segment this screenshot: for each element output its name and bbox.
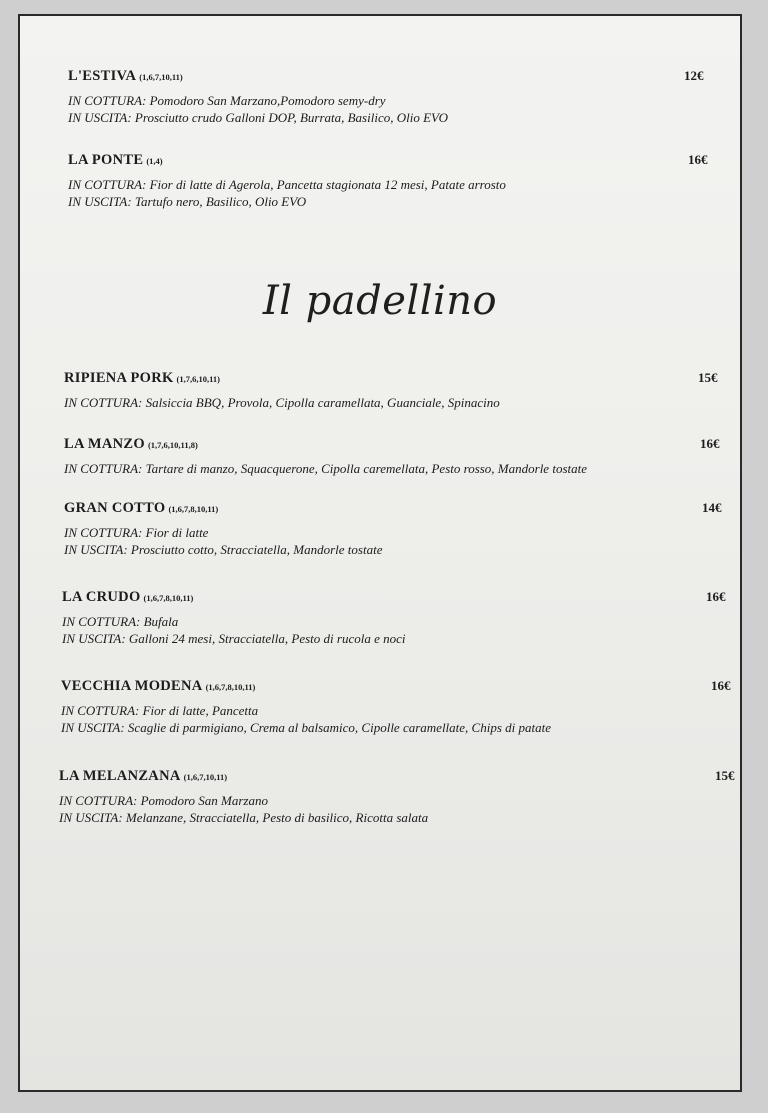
item-description <box>64 394 500 411</box>
item-description <box>68 92 448 126</box>
item-price: 15€ <box>698 370 718 385</box>
item-allergens: (1,7,6,10,11,8) <box>147 440 198 450</box>
item-allergens: (1,7,6,10,11) <box>176 374 220 384</box>
item-name: GRAN COTTO (1,6,7,8,10,11) <box>64 500 219 516</box>
item-price: 16€ <box>706 589 726 604</box>
description-line: IN COTTURA: Fior di latte, Pancetta <box>61 703 259 718</box>
item-price: 16€ <box>700 436 720 451</box>
section-title: Il padellino <box>262 278 498 324</box>
item-allergens: (1,6,7,8,10,11) <box>143 593 194 603</box>
item-allergens: (1,4) <box>146 156 163 166</box>
description-line: IN USCITA: Prosciutto cotto, Stracciatella, Mandorle tostate <box>64 542 383 557</box>
item-name: L'ESTIVA (1,6,7,10,11) <box>68 68 183 84</box>
description-line: IN COTTURA: Salsiccia BBQ, Provola, Cipolla caramellata, Guanciale, Spinacino <box>64 395 500 410</box>
description-line: IN COTTURA: Pomodoro San Marzano <box>59 793 268 808</box>
item-price: 14€ <box>702 500 722 515</box>
item-name: LA MELANZANA (1,6,7,10,11) <box>59 768 228 784</box>
description-line: IN COTTURA: Bufala <box>62 614 179 629</box>
item-allergens: (1,6,7,8,10,11) <box>205 682 256 692</box>
item-price: 16€ <box>711 678 731 693</box>
item-name: LA CRUDO (1,6,7,8,10,11) <box>62 589 194 605</box>
item-description <box>64 460 587 477</box>
item-name: VECCHIA MODENA (1,6,7,8,10,11) <box>61 678 256 694</box>
description-line: IN USCITA: Scaglie di parmigiano, Crema al balsamico, Cipolle caramellate, Chips di patate <box>61 720 551 735</box>
item-allergens: (1,6,7,10,11) <box>139 72 183 82</box>
item-description <box>64 524 382 558</box>
item-name: LA PONTE (1,4) <box>68 152 163 168</box>
item-price: 15€ <box>715 768 735 783</box>
item-allergens: (1,6,7,10,11) <box>183 772 228 782</box>
item-description <box>59 792 428 826</box>
item-name: LA MANZO (1,7,6,10,11,8) <box>64 436 198 452</box>
item-description <box>61 702 551 736</box>
description-line: IN USCITA: Tartufo nero, Basilico, Olio EVO <box>68 194 307 209</box>
item-price: 16€ <box>688 152 708 167</box>
item-price: 12€ <box>684 68 704 83</box>
description-line: IN COTTURA: Pomodoro San Marzano,Pomodoro semy-dry <box>68 93 386 108</box>
description-line: IN USCITA: Melanzane, Stracciatella, Pesto di basilico, Ricotta salata <box>59 810 429 825</box>
item-allergens: (1,6,7,8,10,11) <box>168 504 219 514</box>
item-name: RIPIENA PORK (1,7,6,10,11) <box>64 370 220 386</box>
description-line: IN COTTURA: Tartare di manzo, Squacquerone, Cipolla caremellata, Pesto rosso, Mandorle tostate <box>64 461 587 476</box>
item-description <box>68 176 506 210</box>
description-line: IN USCITA: Galloni 24 mesi, Stracciatella, Pesto di rucola e noci <box>62 631 406 646</box>
menu-page <box>18 14 742 1092</box>
description-line: IN COTTURA: Fior di latte <box>64 525 209 540</box>
description-line: IN COTTURA: Fior di latte di Agerola, Pancetta stagionata 12 mesi, Patate arrosto <box>68 177 506 192</box>
description-line: IN USCITA: Prosciutto crudo Galloni DOP, Burrata, Basilico, Olio EVO <box>68 110 448 125</box>
item-description <box>62 613 406 647</box>
